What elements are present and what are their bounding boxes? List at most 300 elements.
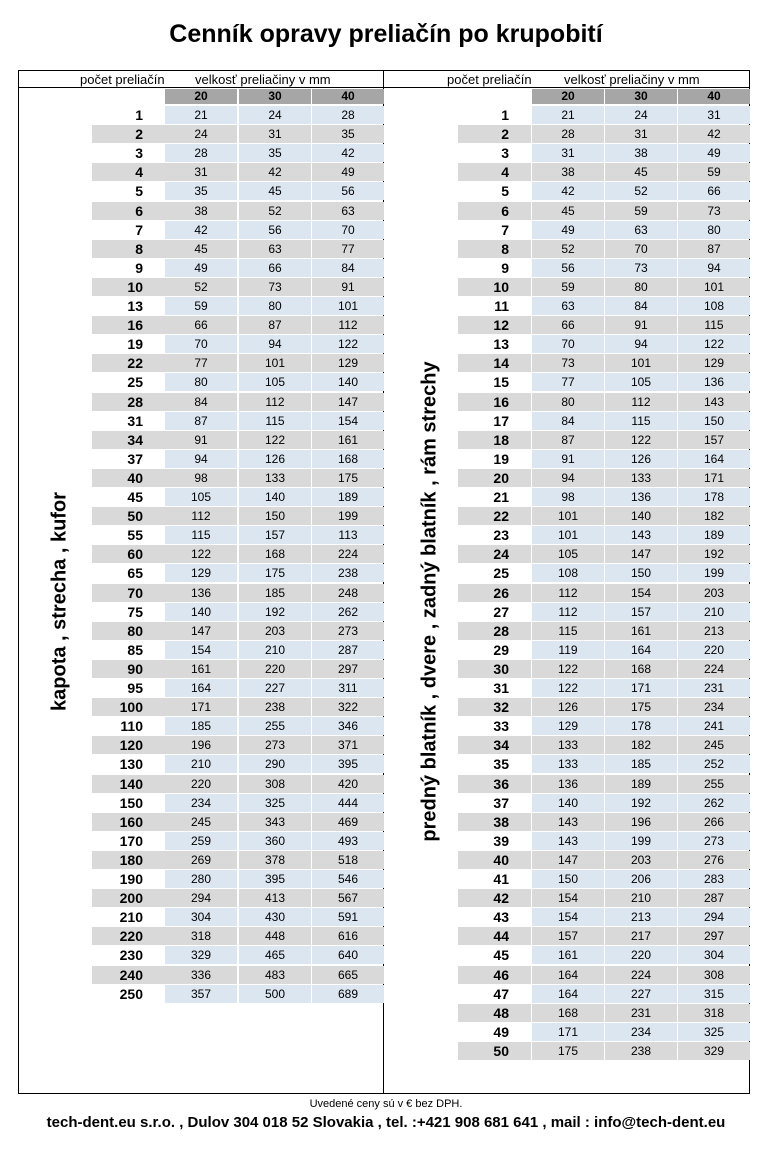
price-cell-30mm: 24 bbox=[605, 106, 677, 124]
price-cell-40mm: 518 bbox=[312, 851, 384, 869]
price-cell-30mm: 101 bbox=[605, 354, 677, 372]
price-cell-30mm: 31 bbox=[605, 125, 677, 143]
price-cell-30mm: 87 bbox=[239, 316, 311, 334]
dent-count-cell: 13 bbox=[458, 335, 531, 353]
price-cell-20mm: 140 bbox=[165, 603, 237, 621]
price-cell-30mm: 94 bbox=[605, 335, 677, 353]
price-cell-20mm: 94 bbox=[165, 450, 237, 468]
price-cell-20mm: 259 bbox=[165, 832, 237, 850]
dent-count-cell: 19 bbox=[92, 335, 165, 353]
table-row bbox=[0, 736, 772, 754]
dent-count-cell: 38 bbox=[458, 813, 531, 831]
right-part-label: predný blatník , dvere , zadný blatník , rám strechy bbox=[418, 361, 441, 842]
dent-count-cell: 49 bbox=[458, 1023, 531, 1041]
price-cell-40mm: 420 bbox=[312, 775, 384, 793]
right-size-header: velkosť preliačiny v mm bbox=[564, 72, 700, 87]
dent-count-cell: 250 bbox=[92, 985, 165, 1003]
right-count-header: počet preliačín bbox=[447, 72, 532, 87]
table-row bbox=[0, 240, 772, 258]
price-cell-40mm: 315 bbox=[678, 985, 750, 1003]
table-row bbox=[0, 966, 772, 984]
price-cell-40mm: 122 bbox=[312, 335, 384, 353]
price-cell-20mm: 63 bbox=[532, 297, 604, 315]
dent-count-cell: 6 bbox=[458, 202, 531, 220]
price-cell-30mm: 192 bbox=[239, 603, 311, 621]
price-cell-20mm: 42 bbox=[532, 182, 604, 200]
price-cell-20mm: 196 bbox=[165, 736, 237, 754]
page-title: Cenník opravy preliačín po krupobití bbox=[169, 20, 603, 48]
price-cell-40mm: 49 bbox=[678, 144, 750, 162]
price-cell-20mm: 31 bbox=[165, 163, 237, 181]
dent-count-cell: 18 bbox=[458, 431, 531, 449]
price-cell-30mm: 94 bbox=[239, 335, 311, 353]
dent-count-cell: 210 bbox=[92, 908, 165, 926]
price-cell-40mm: 42 bbox=[312, 144, 384, 162]
price-cell-40mm: 136 bbox=[678, 373, 750, 391]
price-cell-40mm: 49 bbox=[312, 163, 384, 181]
price-cell-30mm: 448 bbox=[239, 927, 311, 945]
dent-count-cell: 80 bbox=[92, 622, 165, 640]
table-row bbox=[0, 488, 772, 506]
dent-count-cell: 34 bbox=[458, 736, 531, 754]
price-cell-30mm: 196 bbox=[605, 813, 677, 831]
dent-count-cell: 32 bbox=[458, 698, 531, 716]
price-cell-30mm: 308 bbox=[239, 775, 311, 793]
price-cell-30mm: 31 bbox=[239, 125, 311, 143]
price-cell-20mm: 45 bbox=[165, 240, 237, 258]
price-cell-20mm: 66 bbox=[165, 316, 237, 334]
price-cell-30mm: 105 bbox=[239, 373, 311, 391]
price-cell-20mm: 98 bbox=[165, 469, 237, 487]
price-cell-40mm: 143 bbox=[678, 393, 750, 411]
price-cell-20mm: 210 bbox=[165, 755, 237, 773]
price-cell-40mm: 150 bbox=[678, 412, 750, 430]
price-cell-20mm: 136 bbox=[165, 584, 237, 602]
dent-count-cell: 31 bbox=[458, 679, 531, 697]
price-cell-30mm: 42 bbox=[239, 163, 311, 181]
price-cell-30mm: 24 bbox=[239, 106, 311, 124]
price-cell-20mm: 49 bbox=[532, 221, 604, 239]
price-cell-20mm: 154 bbox=[532, 908, 604, 926]
price-cell-20mm: 49 bbox=[165, 259, 237, 277]
dent-count-cell: 4 bbox=[92, 163, 165, 181]
price-cell-40mm: 31 bbox=[678, 106, 750, 124]
price-cell-30mm: 150 bbox=[239, 507, 311, 525]
price-cell-20mm: 38 bbox=[532, 163, 604, 181]
price-cell-30mm: 234 bbox=[605, 1023, 677, 1041]
left-size-header: velkosť preliačiny v mm bbox=[195, 72, 331, 87]
price-cell-20mm: 133 bbox=[532, 736, 604, 754]
price-cell-30mm: 210 bbox=[605, 889, 677, 907]
price-cell-40mm: 294 bbox=[678, 908, 750, 926]
dent-count-cell: 25 bbox=[92, 373, 165, 391]
price-cell-30mm: 105 bbox=[605, 373, 677, 391]
price-cell-30mm: 500 bbox=[239, 985, 311, 1003]
price-cell-30mm: 189 bbox=[605, 775, 677, 793]
price-cell-40mm: 308 bbox=[678, 966, 750, 984]
price-cell-30mm: 168 bbox=[239, 545, 311, 563]
price-cell-20mm: 357 bbox=[165, 985, 237, 1003]
price-cell-40mm: 248 bbox=[312, 584, 384, 602]
dent-count-cell: 36 bbox=[458, 775, 531, 793]
price-cell-40mm: 276 bbox=[678, 851, 750, 869]
price-cell-20mm: 28 bbox=[532, 125, 604, 143]
price-cell-30mm: 178 bbox=[605, 717, 677, 735]
price-cell-20mm: 136 bbox=[532, 775, 604, 793]
price-cell-30mm: 63 bbox=[239, 240, 311, 258]
price-cell-20mm: 112 bbox=[532, 603, 604, 621]
price-cell-40mm: 287 bbox=[678, 889, 750, 907]
price-cell-20mm: 294 bbox=[165, 889, 237, 907]
table-row bbox=[0, 679, 772, 697]
dent-count-cell: 26 bbox=[458, 584, 531, 602]
table-row bbox=[0, 775, 772, 793]
price-cell-20mm: 164 bbox=[165, 679, 237, 697]
price-cell-30mm: 136 bbox=[605, 488, 677, 506]
price-cell-30mm: 45 bbox=[239, 182, 311, 200]
price-cell-30mm: 273 bbox=[239, 736, 311, 754]
price-cell-30mm: 395 bbox=[239, 870, 311, 888]
price-cell-40mm: 287 bbox=[312, 641, 384, 659]
price-cell-40mm: 63 bbox=[312, 202, 384, 220]
price-cell-30mm: 63 bbox=[605, 221, 677, 239]
price-cell-30mm: 483 bbox=[239, 966, 311, 984]
price-cell-30mm: 101 bbox=[239, 354, 311, 372]
dent-count-cell: 170 bbox=[92, 832, 165, 850]
dent-count-cell: 14 bbox=[458, 354, 531, 372]
price-cell-40mm: 329 bbox=[678, 1042, 750, 1060]
dent-count-cell: 11 bbox=[458, 297, 531, 315]
price-cell-40mm: 91 bbox=[312, 278, 384, 296]
price-cell-20mm: 245 bbox=[165, 813, 237, 831]
price-cell-40mm: 224 bbox=[312, 545, 384, 563]
price-cell-30mm: 157 bbox=[605, 603, 677, 621]
price-cell-40mm: 689 bbox=[312, 985, 384, 1003]
price-cell-20mm: 87 bbox=[532, 431, 604, 449]
price-cell-30mm: 115 bbox=[605, 412, 677, 430]
dent-count-cell: 200 bbox=[92, 889, 165, 907]
price-cell-30mm: 112 bbox=[605, 393, 677, 411]
dent-count-cell: 190 bbox=[92, 870, 165, 888]
price-cell-30mm: 38 bbox=[605, 144, 677, 162]
price-cell-30mm: 164 bbox=[605, 641, 677, 659]
table-row bbox=[0, 832, 772, 850]
table-row bbox=[0, 106, 772, 124]
dent-count-cell: 2 bbox=[92, 125, 165, 143]
table-row bbox=[0, 202, 772, 220]
dent-count-cell: 17 bbox=[458, 412, 531, 430]
table-row bbox=[0, 125, 772, 143]
price-cell-20mm: 185 bbox=[165, 717, 237, 735]
price-cell-40mm: 161 bbox=[312, 431, 384, 449]
price-cell-40mm: 203 bbox=[678, 584, 750, 602]
price-cell-20mm: 31 bbox=[532, 144, 604, 162]
table-row bbox=[0, 163, 772, 181]
price-cell-30mm: 413 bbox=[239, 889, 311, 907]
price-cell-40mm: 266 bbox=[678, 813, 750, 831]
table-row bbox=[0, 412, 772, 430]
price-cell-40mm: 591 bbox=[312, 908, 384, 926]
price-cell-40mm: 42 bbox=[678, 125, 750, 143]
price-cell-40mm: 189 bbox=[312, 488, 384, 506]
price-cell-40mm: 395 bbox=[312, 755, 384, 773]
price-cell-20mm: 94 bbox=[532, 469, 604, 487]
price-cell-20mm: 84 bbox=[532, 412, 604, 430]
price-cell-20mm: 154 bbox=[165, 641, 237, 659]
price-cell-40mm: 182 bbox=[678, 507, 750, 525]
price-cell-40mm: 59 bbox=[678, 163, 750, 181]
dent-count-cell: 120 bbox=[92, 736, 165, 754]
dent-count-cell: 40 bbox=[458, 851, 531, 869]
price-cell-20mm: 171 bbox=[165, 698, 237, 716]
table-row bbox=[0, 889, 772, 907]
price-cell-20mm: 161 bbox=[532, 946, 604, 964]
price-cell-40mm: 129 bbox=[678, 354, 750, 372]
price-cell-20mm: 101 bbox=[532, 507, 604, 525]
price-cell-30mm: 290 bbox=[239, 755, 311, 773]
price-cell-20mm: 24 bbox=[165, 125, 237, 143]
table-row bbox=[0, 985, 772, 1003]
table-row bbox=[0, 354, 772, 372]
dent-count-cell: 230 bbox=[92, 946, 165, 964]
price-cell-20mm: 77 bbox=[532, 373, 604, 391]
price-cell-40mm: 444 bbox=[312, 794, 384, 812]
table-row bbox=[0, 1042, 772, 1060]
price-cell-20mm: 84 bbox=[165, 393, 237, 411]
price-cell-30mm: 227 bbox=[239, 679, 311, 697]
price-cell-40mm: 322 bbox=[312, 698, 384, 716]
dent-count-cell: 3 bbox=[458, 144, 531, 162]
dent-count-cell: 8 bbox=[458, 240, 531, 258]
price-cell-20mm: 234 bbox=[165, 794, 237, 812]
table-row bbox=[0, 851, 772, 869]
price-cell-20mm: 28 bbox=[165, 144, 237, 162]
table-row bbox=[0, 507, 772, 525]
dent-count-cell: 35 bbox=[458, 755, 531, 773]
table-row bbox=[0, 393, 772, 411]
price-cell-20mm: 105 bbox=[165, 488, 237, 506]
price-cell-20mm: 119 bbox=[532, 641, 604, 659]
price-cell-40mm: 318 bbox=[678, 1004, 750, 1022]
dent-count-cell: 45 bbox=[92, 488, 165, 506]
dent-count-cell: 85 bbox=[92, 641, 165, 659]
price-cell-20mm: 21 bbox=[532, 106, 604, 124]
price-cell-40mm: 129 bbox=[312, 354, 384, 372]
table-row bbox=[0, 622, 772, 640]
price-cell-40mm: 273 bbox=[678, 832, 750, 850]
price-cell-30mm: 122 bbox=[605, 431, 677, 449]
price-cell-40mm: 140 bbox=[312, 373, 384, 391]
table-row bbox=[0, 698, 772, 716]
dent-count-cell: 37 bbox=[458, 794, 531, 812]
left-size-30: 30 bbox=[239, 89, 311, 104]
price-cell-20mm: 336 bbox=[165, 966, 237, 984]
price-cell-40mm: 665 bbox=[312, 966, 384, 984]
price-cell-40mm: 147 bbox=[312, 393, 384, 411]
price-cell-30mm: 66 bbox=[239, 259, 311, 277]
price-cell-40mm: 283 bbox=[678, 870, 750, 888]
price-cell-40mm: 122 bbox=[678, 335, 750, 353]
dent-count-cell: 45 bbox=[458, 946, 531, 964]
price-cell-40mm: 297 bbox=[312, 660, 384, 678]
price-cell-40mm: 640 bbox=[312, 946, 384, 964]
price-cell-40mm: 28 bbox=[312, 106, 384, 124]
price-cell-20mm: 112 bbox=[165, 507, 237, 525]
table-row bbox=[0, 794, 772, 812]
dent-count-cell: 8 bbox=[92, 240, 165, 258]
dent-count-cell: 21 bbox=[458, 488, 531, 506]
table-row bbox=[0, 297, 772, 315]
price-cell-30mm: 430 bbox=[239, 908, 311, 926]
price-cell-40mm: 567 bbox=[312, 889, 384, 907]
dent-count-cell: 5 bbox=[458, 182, 531, 200]
price-cell-30mm: 140 bbox=[605, 507, 677, 525]
table-row bbox=[0, 316, 772, 334]
price-cell-20mm: 280 bbox=[165, 870, 237, 888]
price-cell-40mm: 493 bbox=[312, 832, 384, 850]
dent-count-cell: 31 bbox=[92, 412, 165, 430]
price-cell-20mm: 52 bbox=[165, 278, 237, 296]
dent-count-cell: 16 bbox=[458, 393, 531, 411]
dent-count-cell: 33 bbox=[458, 717, 531, 735]
price-cell-40mm: 164 bbox=[678, 450, 750, 468]
price-cell-40mm: 94 bbox=[678, 259, 750, 277]
price-cell-20mm: 161 bbox=[165, 660, 237, 678]
table-row bbox=[0, 717, 772, 735]
table-row bbox=[0, 927, 772, 945]
price-cell-30mm: 147 bbox=[605, 545, 677, 563]
dent-count-cell: 9 bbox=[458, 259, 531, 277]
price-cell-40mm: 171 bbox=[678, 469, 750, 487]
dent-count-cell: 47 bbox=[458, 985, 531, 1003]
price-cell-30mm: 161 bbox=[605, 622, 677, 640]
price-cell-30mm: 133 bbox=[239, 469, 311, 487]
table-row bbox=[0, 813, 772, 831]
price-cell-20mm: 143 bbox=[532, 832, 604, 850]
price-cell-40mm: 66 bbox=[678, 182, 750, 200]
price-cell-20mm: 164 bbox=[532, 966, 604, 984]
price-cell-20mm: 38 bbox=[165, 202, 237, 220]
price-cell-20mm: 101 bbox=[532, 526, 604, 544]
price-cell-40mm: 175 bbox=[312, 469, 384, 487]
table-row bbox=[0, 584, 772, 602]
price-cell-30mm: 343 bbox=[239, 813, 311, 831]
dent-count-cell: 110 bbox=[92, 717, 165, 735]
price-cell-40mm: 115 bbox=[678, 316, 750, 334]
price-cell-30mm: 227 bbox=[605, 985, 677, 1003]
price-cell-30mm: 80 bbox=[239, 297, 311, 315]
price-cell-40mm: 157 bbox=[678, 431, 750, 449]
price-cell-40mm: 238 bbox=[312, 564, 384, 582]
price-cell-30mm: 140 bbox=[239, 488, 311, 506]
dent-count-cell: 55 bbox=[92, 526, 165, 544]
dent-count-cell: 34 bbox=[92, 431, 165, 449]
price-cell-20mm: 175 bbox=[532, 1042, 604, 1060]
table-row bbox=[0, 946, 772, 964]
price-cell-20mm: 122 bbox=[532, 679, 604, 697]
price-cell-30mm: 220 bbox=[239, 660, 311, 678]
price-cell-40mm: 245 bbox=[678, 736, 750, 754]
dent-count-cell: 150 bbox=[92, 794, 165, 812]
price-cell-40mm: 224 bbox=[678, 660, 750, 678]
dent-count-cell: 240 bbox=[92, 966, 165, 984]
price-cell-20mm: 122 bbox=[165, 545, 237, 563]
price-cell-20mm: 168 bbox=[532, 1004, 604, 1022]
price-cell-20mm: 126 bbox=[532, 698, 604, 716]
price-cell-30mm: 154 bbox=[605, 584, 677, 602]
price-cell-30mm: 115 bbox=[239, 412, 311, 430]
dent-count-cell: 70 bbox=[92, 584, 165, 602]
dent-count-cell: 39 bbox=[458, 832, 531, 850]
dent-count-cell: 12 bbox=[458, 316, 531, 334]
price-cell-40mm: 168 bbox=[312, 450, 384, 468]
dent-count-cell: 10 bbox=[458, 278, 531, 296]
price-cell-40mm: 56 bbox=[312, 182, 384, 200]
right-size-30: 30 bbox=[605, 89, 677, 104]
price-cell-40mm: 255 bbox=[678, 775, 750, 793]
price-cell-40mm: 73 bbox=[678, 202, 750, 220]
price-cell-20mm: 329 bbox=[165, 946, 237, 964]
price-cell-20mm: 70 bbox=[165, 335, 237, 353]
price-cell-20mm: 80 bbox=[165, 373, 237, 391]
dent-count-cell: 65 bbox=[92, 564, 165, 582]
table-row bbox=[0, 431, 772, 449]
dent-count-cell: 25 bbox=[458, 564, 531, 582]
dent-count-cell: 130 bbox=[92, 755, 165, 773]
price-cell-20mm: 157 bbox=[532, 927, 604, 945]
price-cell-40mm: 178 bbox=[678, 488, 750, 506]
dent-count-cell: 1 bbox=[458, 106, 531, 124]
price-cell-40mm: 346 bbox=[312, 717, 384, 735]
dent-count-cell: 7 bbox=[458, 221, 531, 239]
price-cell-20mm: 112 bbox=[532, 584, 604, 602]
price-cell-30mm: 126 bbox=[239, 450, 311, 468]
price-cell-40mm: 113 bbox=[312, 526, 384, 544]
price-cell-30mm: 112 bbox=[239, 393, 311, 411]
dent-count-cell: 160 bbox=[92, 813, 165, 831]
dent-count-cell: 43 bbox=[458, 908, 531, 926]
price-cell-30mm: 378 bbox=[239, 851, 311, 869]
price-cell-20mm: 115 bbox=[165, 526, 237, 544]
price-cell-20mm: 35 bbox=[165, 182, 237, 200]
left-count-header: počet preliačín bbox=[80, 72, 165, 87]
price-cell-40mm: 234 bbox=[678, 698, 750, 716]
price-cell-40mm: 262 bbox=[312, 603, 384, 621]
table-row bbox=[0, 545, 772, 563]
price-cell-20mm: 98 bbox=[532, 488, 604, 506]
table-row bbox=[0, 1023, 772, 1041]
price-cell-20mm: 59 bbox=[165, 297, 237, 315]
price-cell-40mm: 311 bbox=[312, 679, 384, 697]
dent-count-cell: 37 bbox=[92, 450, 165, 468]
price-cell-40mm: 210 bbox=[678, 603, 750, 621]
price-cell-30mm: 45 bbox=[605, 163, 677, 181]
price-cell-40mm: 220 bbox=[678, 641, 750, 659]
dent-count-cell: 29 bbox=[458, 641, 531, 659]
table-row bbox=[0, 373, 772, 391]
price-cell-20mm: 56 bbox=[532, 259, 604, 277]
price-cell-40mm: 108 bbox=[678, 297, 750, 315]
dent-count-cell: 9 bbox=[92, 259, 165, 277]
price-cell-30mm: 73 bbox=[239, 278, 311, 296]
vat-note: Uvedené ceny sú v € bez DPH. bbox=[309, 1098, 463, 1110]
price-cell-30mm: 213 bbox=[605, 908, 677, 926]
dent-count-cell: 7 bbox=[92, 221, 165, 239]
price-cell-30mm: 70 bbox=[605, 240, 677, 258]
dent-count-cell: 220 bbox=[92, 927, 165, 945]
price-cell-40mm: 189 bbox=[678, 526, 750, 544]
dent-count-cell: 50 bbox=[458, 1042, 531, 1060]
